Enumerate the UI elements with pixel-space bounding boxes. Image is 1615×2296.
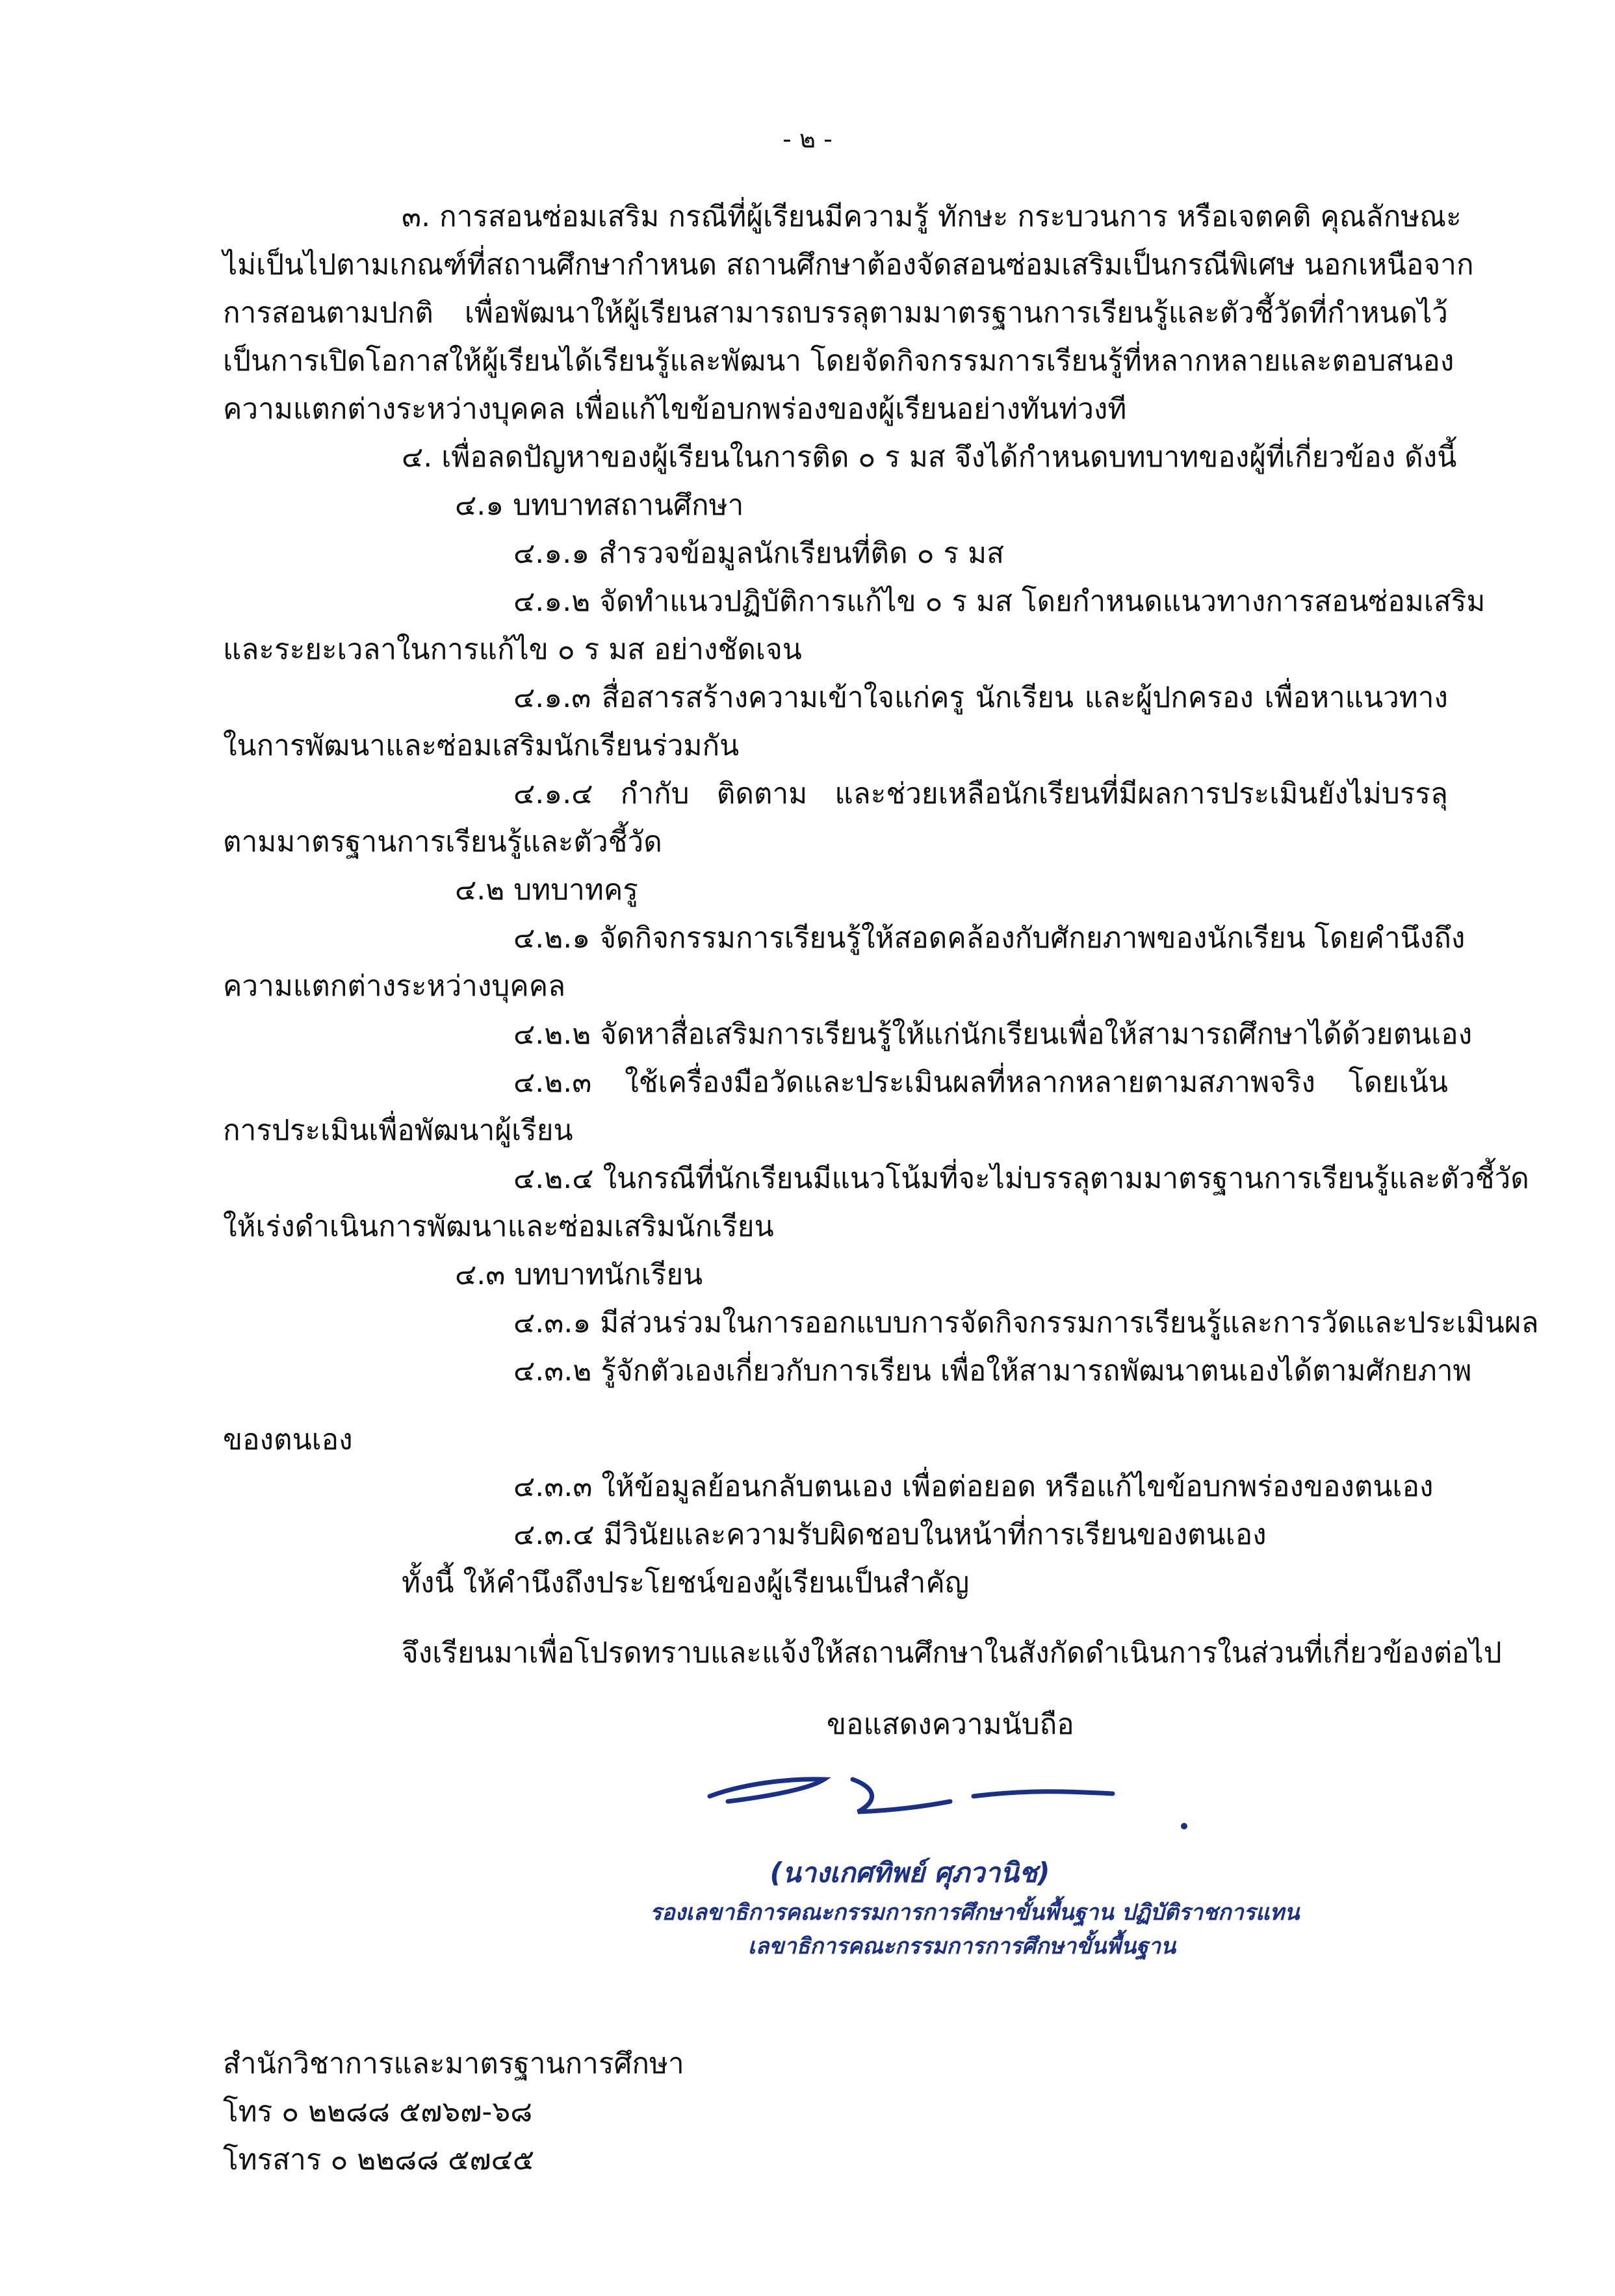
signature-stroke-1 [710, 1779, 824, 1801]
subsection-4-1-heading: ๔.๑ บทบาทสถานศึกษา [455, 489, 744, 522]
footer-office: สำนักวิชาการและมาตรฐานการศึกษา [223, 2047, 684, 2080]
request-line: จึงเรียนมาเพื่อโปรดทราบและแจ้งให้สถานศึกษาในสังกัดดำเนินการในส่วนที่เกี่ยวข้องต่อไป [402, 1636, 1502, 1670]
section-3-line-4: เป็นการเปิดโอกาสให้ผู้เรียนได้เรียนรู้และพัฒนา โดยจัดกิจกรรมการเรียนรู้ที่หลากหลายและตอบสนอง [223, 344, 1454, 378]
item-4-2-1-line-1: ๔.๒.๑ จัดกิจกรรมการเรียนรู้ให้สอดคล้องกับศักยภาพของนักเรียน โดยคำนึงถึง [513, 922, 1466, 955]
item-4-2-3-line-1: ๔.๒.๓ ใช้เครื่องมือวัดและประเมินผลที่หลากหลายตามสภาพจริง โดยเน้น [513, 1066, 1448, 1099]
subsection-4-2-heading: ๔.๒ บทบาทครู [455, 873, 638, 907]
section-3-line-3: การสอนตามปกติ เพื่อพัฒนาให้ผู้เรียนสามารถบรรลุตามมาตรฐานการเรียนรู้และตัวชี้วัดที่กำหนดไว้ [223, 296, 1448, 329]
signatory-title-line-1: รองเลขาธิการคณะกรรมการการศึกษาขั้นพื้นฐาน ปฏิบัติราชการแทน [650, 1900, 1300, 1926]
signature-stroke-3 [974, 1792, 1113, 1796]
subsection-4-3-heading: ๔.๓ บทบาทนักเรียน [455, 1258, 703, 1291]
page-number: - ๒ - [782, 125, 833, 153]
signatory-title-line-2: เลขาธิการคณะกรรมการการศึกษาขั้นพื้นฐาน [747, 1933, 1176, 1959]
section-3-line-2: ไม่เป็นไปตามเกณฑ์ที่สถานศึกษากำหนด สถานศึกษาต้องจัดสอนซ่อมเสริมเป็นกรณีพิเศษ นอกเหนือจาก [223, 248, 1474, 281]
item-4-3-1: ๔.๓.๑ มีส่วนร่วมในการออกแบบการจัดกิจกรรมการเรียนรู้และการวัดและประเมินผล [513, 1306, 1539, 1339]
item-4-3-2-line-1: ๔.๓.๒ รู้จักตัวเองเกี่ยวกับการเรียน เพื่อให้สามารถพัฒนาตนเองได้ตามศักยภาพ [513, 1354, 1472, 1387]
item-4-2-2: ๔.๒.๒ จัดหาสื่อเสริมการเรียนรู้ให้แก่นักเรียนเพื่อให้สามารถศึกษาได้ด้วยตนเอง [513, 1018, 1473, 1051]
section-3-line-1: ๓. การสอนซ่อมเสริม กรณีที่ผู้เรียนมีความรู้ ทักษะ กระบวนการ หรือเจตคติ คุณลักษณะ [402, 200, 1462, 233]
section-3-line-5: ความแตกต่างระหว่างบุคคล เพื่อแก้ไขข้อบกพร่องของผู้เรียนอย่างทันท่วงที [223, 393, 1127, 426]
item-4-3-4: ๔.๓.๔ มีวินัยและความรับผิดชอบในหน้าที่การเรียนของตนเอง [513, 1518, 1267, 1551]
signature-stroke-2 [853, 1779, 950, 1812]
item-4-3-2-line-2: ของตนเอง [223, 1423, 353, 1456]
item-4-3-3: ๔.๓.๓ ให้ข้อมูลย้อนกลับตนเอง เพื่อต่อยอด หรือแก้ไขข้อบกพร่องของตนเอง [513, 1470, 1434, 1503]
item-4-1-1: ๔.๑.๑ สำรวจข้อมูลนักเรียนที่ติด ๐ ร มส [513, 537, 1004, 570]
section-4-heading: ๔. เพื่อลดปัญหาของผู้เรียนในการติด ๐ ร มส จึงได้กำหนดบทบาทของผู้ที่เกี่ยวข้อง ดังนี้ [402, 441, 1457, 474]
signatory-name: (นางเกศทิพย์ ศุภวานิช) [769, 1857, 1050, 1889]
handwritten-signature [702, 1756, 1196, 1840]
note-line: ทั้งนี้ ให้คำนึงถึงประโยชน์ของผู้เรียนเป็นสำคัญ [402, 1566, 970, 1599]
item-4-2-1-line-2: ความแตกต่างระหว่างบุคคล [223, 970, 566, 1003]
footer-phone: โทร ๐ ๒๒๘๘ ๕๗๖๗-๖๘ [223, 2095, 533, 2128]
closing-salutation: ขอแสดงความนับถือ [827, 1708, 1074, 1741]
item-4-1-4-line-2: ตามมาตรฐานการเรียนรู้และตัวชี้วัด [223, 825, 662, 858]
footer-fax: โทรสาร ๐ ๒๒๘๘ ๕๗๔๕ [223, 2143, 535, 2176]
item-4-1-3-line-2: ในการพัฒนาและซ่อมเสริมนักเรียนร่วมกัน [223, 729, 740, 762]
item-4-2-4-line-1: ๔.๒.๔ ในกรณีที่นักเรียนมีแนวโน้มที่จะไม่บรรลุตามมาตรฐานการเรียนรู้และตัวชี้วัด [513, 1162, 1529, 1195]
item-4-1-3-line-1: ๔.๑.๓ สื่อสารสร้างความเข้าใจแก่ครู นักเรียน และผู้ปกครอง เพื่อหาแนวทาง [513, 681, 1448, 714]
item-4-1-2-line-1: ๔.๑.๒ จัดทำแนวปฏิบัติการแก้ไข ๐ ร มส โดยกำหนดแนวทางการสอนซ่อมเสริม [513, 585, 1486, 618]
item-4-1-2-line-2: และระยะเวลาในการแก้ไข ๐ ร มส อย่างชัดเจน [223, 633, 802, 666]
signature-dot [1181, 1823, 1187, 1829]
item-4-2-4-line-2: ให้เร่งดำเนินการพัฒนาและซ่อมเสริมนักเรียน [223, 1210, 774, 1243]
item-4-2-3-line-2: การประเมินเพื่อพัฒนาผู้เรียน [223, 1114, 573, 1147]
item-4-1-4-line-1: ๔.๑.๔ กำกับ ติดตาม และช่วยเหลือนักเรียนที่มีผลการประเมินยังไม่บรรลุ [513, 777, 1448, 810]
